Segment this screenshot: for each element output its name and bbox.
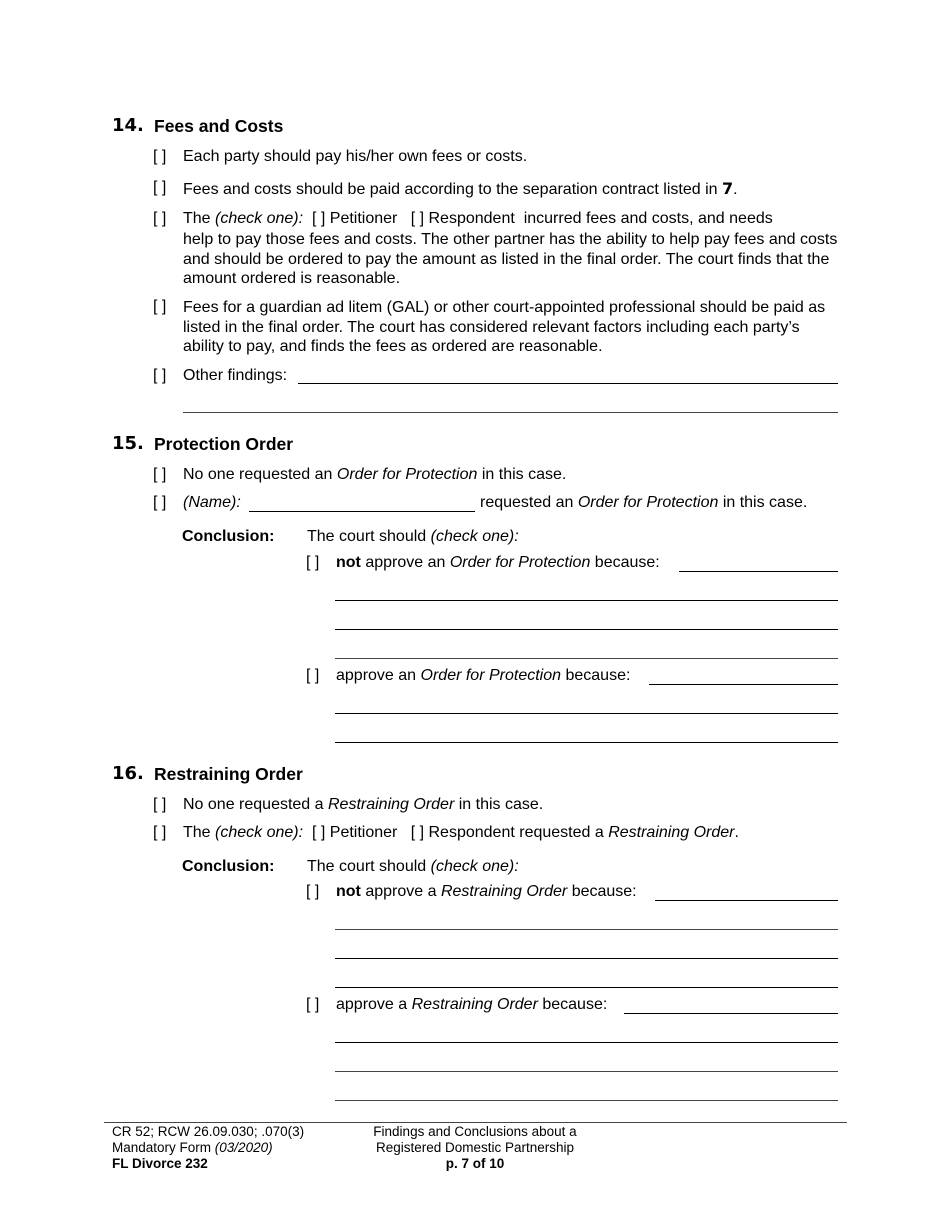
petitioner-label: Petitioner (329, 824, 398, 841)
form-date: (03/2020) (214, 1140, 273, 1155)
not-approve-reason-line3[interactable] (335, 629, 838, 630)
text: . (734, 824, 739, 841)
footer-divider (104, 1122, 847, 1123)
order-name: Order for Protection (336, 466, 478, 483)
fees-option-needs-help-cont: help to pay those fees and costs. The other partner has the ability to help pay fees and costs and should be ordered to pay the amount as listed in the final order. The court finds that the amount ordered is reasonable. (183, 231, 838, 288)
footer-title-line1: Findings and Conclusions about a (373, 1124, 577, 1139)
respondent-label: Respondent (428, 210, 515, 227)
text: in this case. (458, 796, 544, 813)
checkbox[interactable]: [ ] (153, 824, 167, 841)
checkbox[interactable]: [ ] (311, 210, 326, 227)
text: No one requested a (183, 796, 324, 813)
checkbox[interactable]: [ ] (311, 824, 326, 841)
court-should (307, 858, 519, 876)
court-should (307, 528, 519, 546)
not-approve-restraining (336, 883, 637, 901)
protection-option-requested (480, 494, 807, 512)
footer-page-number: p. 7 of 10 (445, 1156, 505, 1171)
approve-reason-field[interactable] (624, 1013, 838, 1014)
text: because: (565, 667, 631, 684)
restraining-option-requested (183, 824, 739, 842)
conclusion-label: Conclusion: (182, 858, 275, 875)
footer-form-type (112, 1140, 304, 1156)
text: approve a (365, 883, 437, 900)
text: The court should (307, 858, 427, 875)
checkbox[interactable]: [ ] (153, 367, 167, 384)
section-16-title: Restraining Order (154, 764, 303, 784)
order-name: Restraining Order (411, 996, 538, 1013)
not-approve-reason-field[interactable] (679, 571, 838, 572)
other-findings-field-line2[interactable] (183, 412, 838, 413)
checkbox[interactable]: [ ] (153, 494, 167, 511)
text: in this case. (722, 494, 808, 511)
approve-reason-line4[interactable] (335, 1100, 838, 1101)
footer-form-id: FL Divorce 232 (112, 1156, 208, 1171)
checkbox[interactable]: [ ] (306, 554, 320, 571)
fees-option-own-costs: Each party should pay his/her own fees or costs. (183, 148, 528, 165)
text: because: (571, 883, 637, 900)
text: The (183, 824, 211, 841)
not-approve-reason-line4[interactable] (335, 987, 838, 988)
not-label: not (336, 883, 361, 900)
text: Mandatory Form (112, 1140, 212, 1155)
checkbox[interactable]: [ ] (410, 210, 425, 227)
footer-center (355, 1124, 595, 1172)
other-findings-field[interactable] (298, 383, 838, 384)
checkbox[interactable]: [ ] (306, 996, 320, 1013)
not-approve-reason-line3[interactable] (335, 958, 838, 959)
not-approve-reason-line2[interactable] (335, 600, 838, 601)
checkbox[interactable]: [ ] (153, 796, 167, 813)
text: incurred fees and costs, and needs (523, 210, 773, 227)
text: No one requested an (183, 466, 333, 483)
approve-protection (336, 667, 630, 685)
not-label: not (336, 554, 361, 571)
footer-left (112, 1124, 304, 1172)
respondent-label: Respondent requested a (428, 824, 604, 841)
section-16-number: 16. (112, 763, 144, 784)
footer-citation: CR 52; RCW 26.09.030; .070(3) (112, 1124, 305, 1139)
order-name: Restraining Order (328, 796, 455, 813)
checkbox[interactable]: [ ] (306, 883, 320, 900)
text: because: (594, 554, 660, 571)
fees-option-separation-contract (183, 179, 738, 199)
approve-reason-line3[interactable] (335, 742, 838, 743)
footer-title-line2: Registered Domestic Partnership (375, 1140, 575, 1155)
section-ref: 7 (722, 179, 734, 198)
check-one: (check one): (215, 824, 304, 841)
checkbox[interactable]: [ ] (153, 210, 167, 227)
not-approve-protection (336, 554, 660, 572)
other-findings-label: Other findings: (183, 367, 288, 384)
conclusion-label: Conclusion: (182, 528, 275, 545)
checkbox[interactable]: [ ] (153, 148, 167, 165)
restraining-option-none (183, 796, 543, 814)
order-name: Restraining Order (608, 824, 735, 841)
checkbox[interactable]: [ ] (306, 667, 320, 684)
approve-restraining (336, 996, 607, 1014)
protection-option-none (183, 466, 566, 484)
section-15-number: 15. (112, 433, 144, 454)
checkbox[interactable]: [ ] (410, 824, 425, 841)
checkbox[interactable]: [ ] (153, 298, 167, 315)
check-one: (check one): (430, 858, 519, 875)
checkbox[interactable]: [ ] (153, 466, 167, 483)
order-name: Order for Protection (420, 667, 562, 684)
not-approve-reason-field[interactable] (655, 900, 838, 901)
approve-reason-field[interactable] (649, 684, 838, 685)
order-name: Order for Protection (449, 554, 591, 571)
not-approve-reason-line2[interactable] (335, 929, 838, 930)
name-field[interactable] (249, 511, 475, 512)
text: requested an (480, 494, 574, 511)
check-one: (check one): (215, 210, 304, 227)
approve-reason-line2[interactable] (335, 713, 838, 714)
section-14-title: Fees and Costs (154, 116, 284, 136)
text: approve a (336, 996, 408, 1013)
approve-reason-line2[interactable] (335, 1042, 838, 1043)
not-approve-reason-line4[interactable] (335, 658, 838, 659)
checkbox[interactable]: [ ] (153, 179, 167, 196)
text: in this case. (481, 466, 567, 483)
order-name: Order for Protection (577, 494, 719, 511)
text: The (183, 210, 211, 227)
section-15-title: Protection Order (154, 434, 294, 454)
text: approve an (336, 667, 417, 684)
check-one: (check one): (430, 528, 519, 545)
fees-option-needs-help-line1 (183, 210, 773, 228)
petitioner-label: Petitioner (329, 210, 398, 227)
text: approve an (365, 554, 446, 571)
text: . (733, 181, 738, 198)
approve-reason-line3[interactable] (335, 1071, 838, 1072)
text: because: (542, 996, 608, 1013)
section-14-number: 14. (112, 115, 144, 136)
text: The court should (307, 528, 427, 545)
text: Fees and costs should be paid according to the separation contract listed in (183, 181, 718, 198)
fees-option-gal: Fees for a guardian ad litem (GAL) or other court-appointed professional should be paid as listed in the final order. The court has considered relevant factors including each party’s ability to pay, and finds the fees as ordered are reasonable. (183, 299, 826, 356)
name-label: (Name): (183, 494, 241, 511)
order-name: Restraining Order (440, 883, 568, 900)
